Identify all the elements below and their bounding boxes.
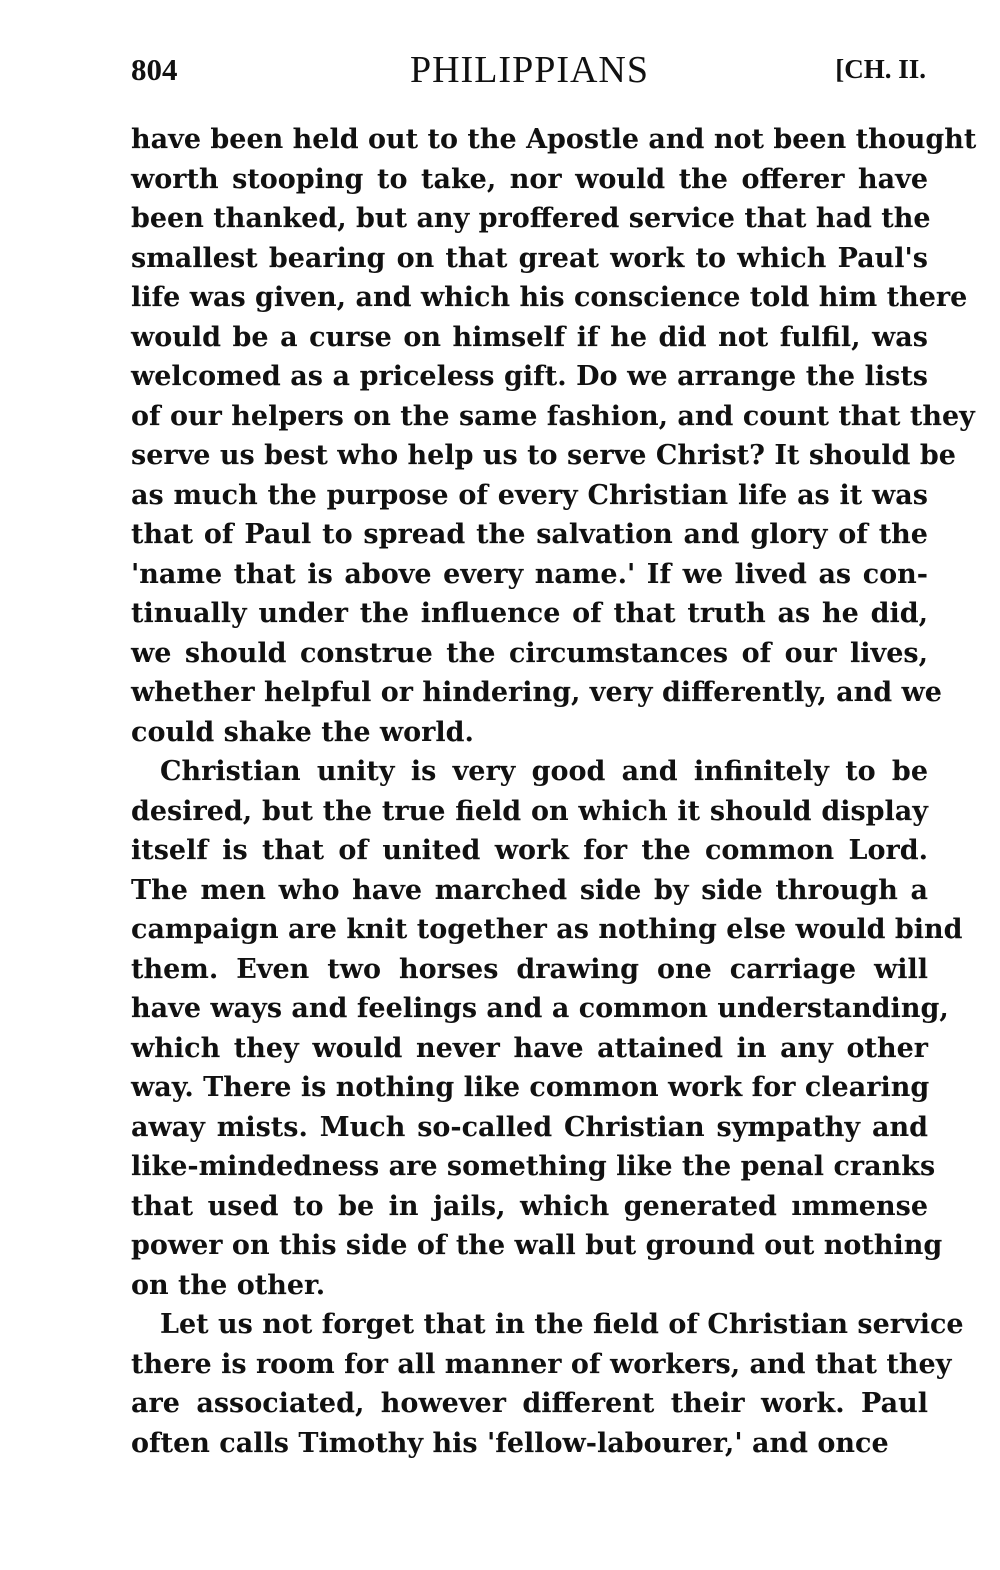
text-line: power on this side of the wall but ground out nothing: [131, 1230, 943, 1261]
text-line: tinually under the influence of that truth as he did,: [131, 598, 928, 629]
text-line: smallest bearing on that great work to which Paul's: [131, 242, 928, 274]
text-line: which they would never have attained in any other: [131, 1032, 928, 1064]
page-number: 804: [131, 52, 178, 87]
text-line: on the other.: [131, 1269, 326, 1301]
text-line: worth stooping to take, nor would the offerer have: [131, 163, 928, 195]
paragraph: [131, 120, 977, 752]
paragraph: [131, 1305, 964, 1463]
text-line: there is room for all manner of workers, and that they: [131, 1348, 952, 1380]
text-line: Christian unity is very good and infinitely to be: [160, 756, 928, 787]
text-line: Let us not forget that in the field of Christian service: [160, 1309, 964, 1340]
text-line: 'name that is above every name.' If we lived as con-: [131, 558, 928, 590]
paragraph: [131, 752, 963, 1305]
text-line: serve us best who help us to serve Christ? It should be: [131, 440, 956, 471]
text-line: would be a curse on himself if he did not fulfil, was: [131, 321, 928, 353]
text-line: are associated, however different their work. Paul: [131, 1388, 928, 1419]
book-title: PHILIPPIANS: [409, 49, 650, 91]
text-line: away mists. Much so-called Christian sympathy and: [131, 1111, 928, 1143]
text-line: welcomed as a priceless gift. Do we arrange the lists: [131, 361, 928, 392]
body-text: [131, 120, 977, 1463]
text-line: life was given, and which his conscience told him there: [131, 282, 968, 313]
chapter-reference: [CH. II.: [835, 54, 926, 84]
text-line: itself is that of united work for the common Lord.: [131, 835, 928, 866]
text-line: desired, but the true field on which it should display: [131, 795, 928, 827]
text-line: could shake the world.: [131, 716, 474, 748]
text-line: The men who have marched side by side through a: [131, 874, 928, 906]
text-line: whether helpful or hindering, very differently, and we: [131, 677, 942, 708]
text-line: have been held out to the Apostle and not been thought: [131, 124, 977, 155]
text-line: we should construe the circumstances of our lives,: [131, 637, 928, 669]
text-line: as much the purpose of every Christian life as it was: [131, 479, 928, 511]
running-head: [131, 48, 928, 96]
text-line: that of Paul to spread the salvation and glory of the: [131, 519, 928, 550]
book-page: [131, 48, 977, 1463]
text-line: way. There is nothing like common work for clearing: [131, 1072, 930, 1103]
text-line: often calls Timothy his 'fellow-labourer,' and once: [131, 1427, 889, 1459]
text-line: campaign are knit together as nothing else would bind: [131, 914, 963, 945]
text-line: of our helpers on the same fashion, and count that they: [131, 400, 975, 432]
text-line: been thanked, but any proffered service that had the: [131, 203, 931, 234]
text-line: them. Even two horses drawing one carriage will: [131, 953, 928, 985]
text-line: that used to be in jails, which generated ımmense: [131, 1190, 928, 1222]
text-line: like-mindedness are something like the penal cranks: [131, 1151, 936, 1182]
text-line: have ways and feelings and a common understanding,: [131, 993, 949, 1024]
